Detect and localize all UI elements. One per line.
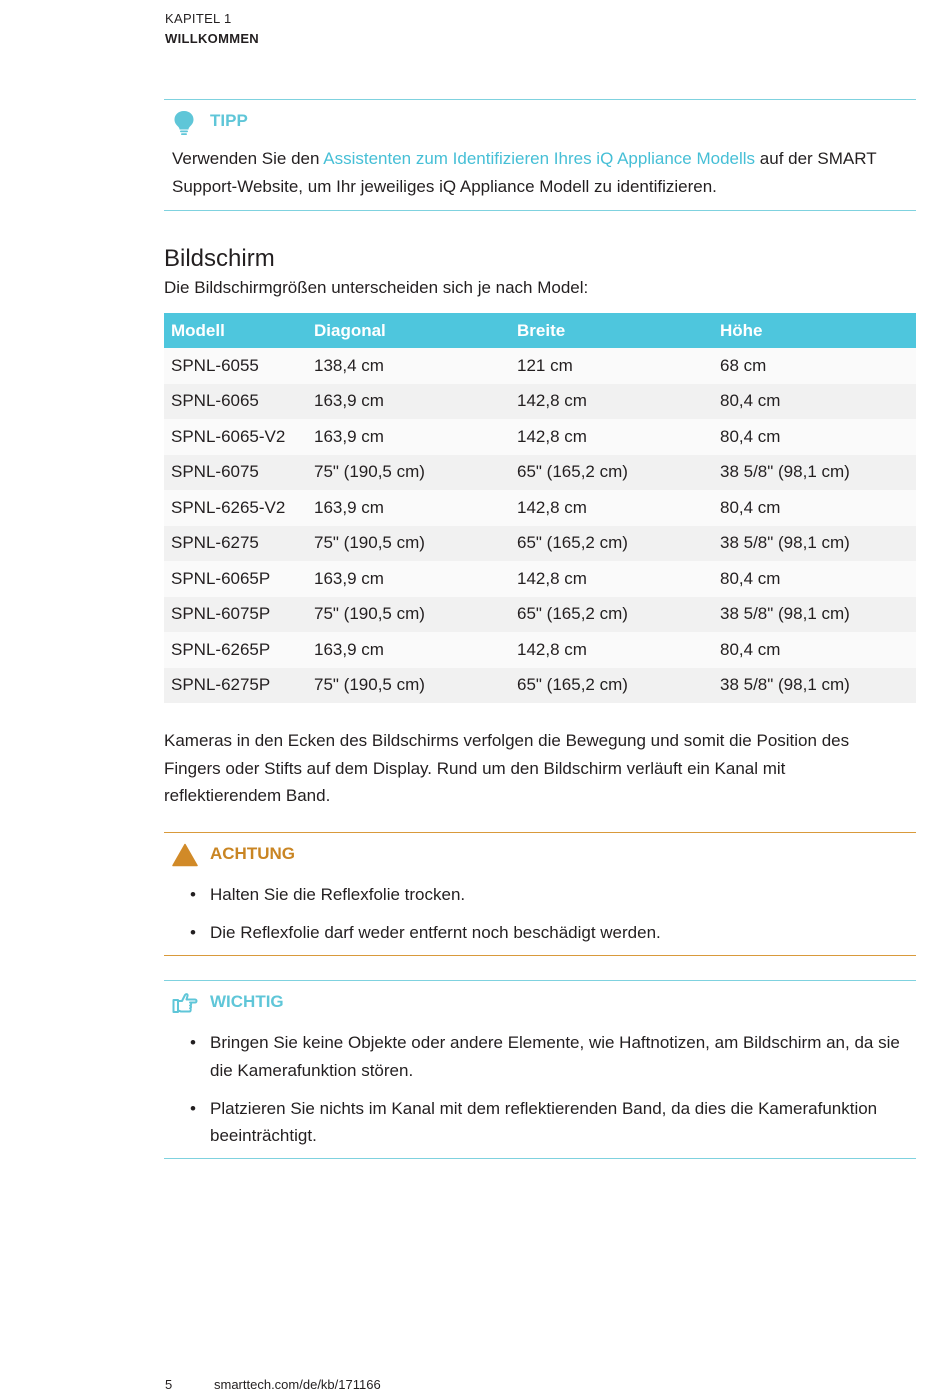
column-header: Modell <box>164 313 307 348</box>
tip-text: Verwenden Sie den Assistenten zum Identifizieren Ihres iQ Appliance Modells auf der SMART Support-Website, um Ihr jeweiliges iQ Appliance Modell zu identifizieren. <box>172 149 877 196</box>
table-cell: 80,4 cm <box>713 384 916 420</box>
caution-title: ACHTUNG <box>210 844 295 863</box>
lightbulb-icon <box>172 110 196 141</box>
table-cell: SPNL-6055 <box>164 348 307 384</box>
table-cell: SPNL-6275P <box>164 668 307 704</box>
table-cell: SPNL-6265P <box>164 632 307 668</box>
table-cell: SPNL-6065 <box>164 384 307 420</box>
table-row <box>164 455 916 491</box>
identify-model-link[interactable]: Assistenten zum Identifizieren Ihres iQ Appliance Modells <box>323 149 756 168</box>
table-row <box>164 597 916 633</box>
table-cell: 38 5/8" (98,1 cm) <box>713 526 916 562</box>
table-cell: SPNL-6075 <box>164 455 307 491</box>
table-cell: 138,4 cm <box>307 348 510 384</box>
running-header <box>165 9 259 49</box>
table-cell: 65" (165,2 cm) <box>510 597 713 633</box>
important-title: WICHTIG <box>210 992 284 1011</box>
column-header: Diagonal <box>307 313 510 348</box>
table-cell: 38 5/8" (98,1 cm) <box>713 597 916 633</box>
table-cell: 80,4 cm <box>713 561 916 597</box>
table-cell: 80,4 cm <box>713 490 916 526</box>
table-cell: 142,8 cm <box>510 632 713 668</box>
table-cell: SPNL-6065-V2 <box>164 419 307 455</box>
table-cell: SPNL-6065P <box>164 561 307 597</box>
footer-url[interactable]: smarttech.com/de/kb/171166 <box>214 1377 381 1392</box>
table-cell: 65" (165,2 cm) <box>510 668 713 704</box>
table-cell: 163,9 cm <box>307 632 510 668</box>
table-cell: 75" (190,5 cm) <box>307 526 510 562</box>
table-cell: 163,9 cm <box>307 561 510 597</box>
table-row <box>164 384 916 420</box>
pointing-hand-icon <box>172 992 198 1019</box>
section-intro: Die Bildschirmgrößen unterscheiden sich je nach Model: <box>164 278 589 297</box>
table-cell: 80,4 cm <box>713 419 916 455</box>
section-label: WILLKOMMEN <box>165 31 259 46</box>
table-cell: SPNL-6275 <box>164 526 307 562</box>
table-row <box>164 348 916 384</box>
table-cell: SPNL-6265-V2 <box>164 490 307 526</box>
table-cell: 75" (190,5 cm) <box>307 668 510 704</box>
camera-paragraph: Kameras in den Ecken des Bildschirms verfolgen die Bewegung und somit die Position des Fingers oder Stifts auf dem Display. Rund um den Bildschirm verläuft ein Kanal mit reflektierendem Band. <box>164 731 850 805</box>
list-item: • Platzieren Sie nichts im Kanal mit dem reflektierenden Band, da dies die Kamerafunktion beeinträchtigt. <box>190 1095 906 1150</box>
table-cell: 142,8 cm <box>510 419 713 455</box>
table-row <box>164 632 916 668</box>
table-cell: 142,8 cm <box>510 561 713 597</box>
important-box <box>164 980 916 1159</box>
table-row <box>164 490 916 526</box>
tip-box <box>164 99 916 211</box>
table-cell: 38 5/8" (98,1 cm) <box>713 668 916 704</box>
list-item: • Bringen Sie keine Objekte oder andere Elemente, wie Haftnotizen, am Bildschirm an, da sie die Kamerafunktion stören. <box>190 1029 906 1084</box>
warning-triangle-icon <box>172 843 198 872</box>
table-row <box>164 526 916 562</box>
caution-list <box>190 881 906 957</box>
table-cell: SPNL-6075P <box>164 597 307 633</box>
chapter-label: KAPITEL 1 <box>165 11 232 26</box>
table-cell: 142,8 cm <box>510 490 713 526</box>
caution-box <box>164 832 916 956</box>
section-heading: Bildschirm <box>164 245 275 272</box>
tip-title: TIPP <box>210 111 248 130</box>
table-cell: 38 5/8" (98,1 cm) <box>713 455 916 491</box>
table-cell: 163,9 cm <box>307 419 510 455</box>
column-header: Breite <box>510 313 713 348</box>
important-list <box>190 1029 906 1160</box>
table-cell: 121 cm <box>510 348 713 384</box>
table-row <box>164 419 916 455</box>
table-cell: 142,8 cm <box>510 384 713 420</box>
table-cell: 163,9 cm <box>307 384 510 420</box>
table-cell: 65" (165,2 cm) <box>510 455 713 491</box>
table-cell: 65" (165,2 cm) <box>510 526 713 562</box>
table-cell: 68 cm <box>713 348 916 384</box>
table-row <box>164 668 916 704</box>
table-header-row <box>164 313 916 348</box>
table-cell: 75" (190,5 cm) <box>307 455 510 491</box>
list-item: • Halten Sie die Reflexfolie trocken. <box>190 881 906 909</box>
list-item: • Die Reflexfolie darf weder entfernt noch beschädigt werden. <box>190 919 906 947</box>
table-cell: 163,9 cm <box>307 490 510 526</box>
page-number: 5 <box>165 1377 173 1392</box>
table-cell: 75" (190,5 cm) <box>307 597 510 633</box>
table-cell: 80,4 cm <box>713 632 916 668</box>
table-row <box>164 561 916 597</box>
screen-size-table <box>164 313 916 703</box>
column-header: Höhe <box>713 313 916 348</box>
